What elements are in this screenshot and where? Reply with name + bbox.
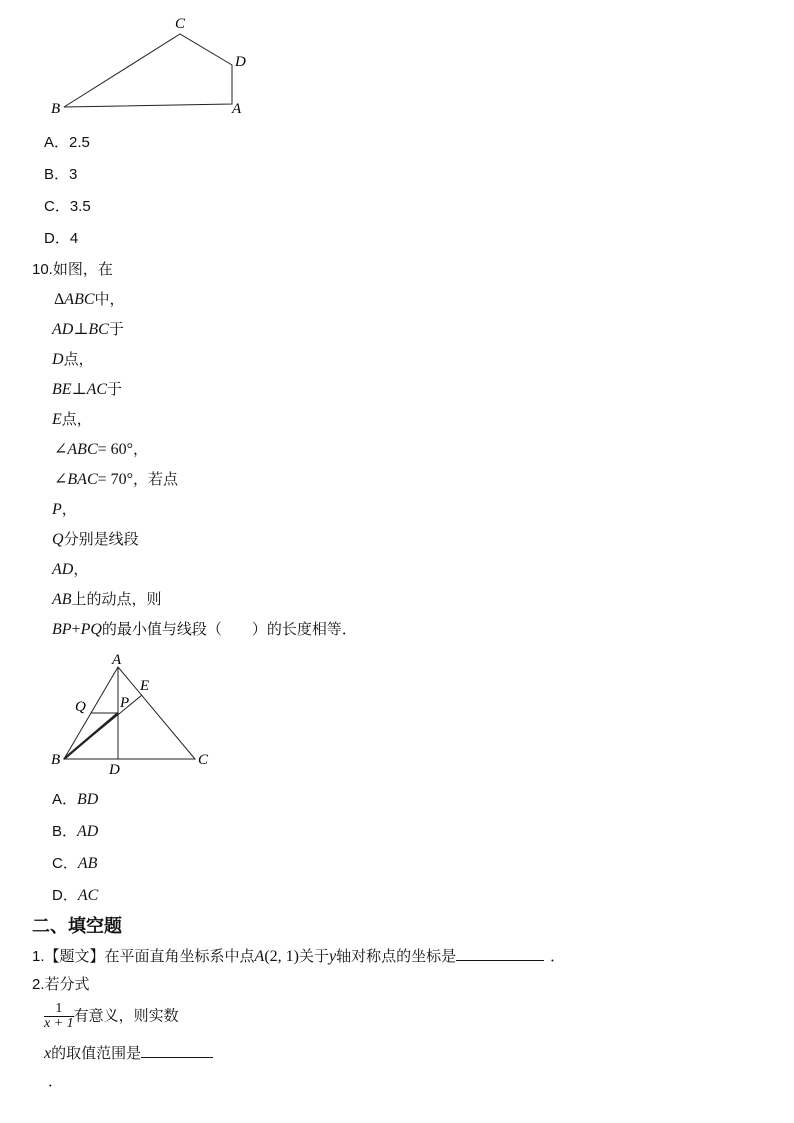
math-bp: BP <box>52 621 72 638</box>
option-value: 3.5 <box>69 198 91 215</box>
figure2-label-p: P <box>120 695 130 711</box>
figure2-label-d: D <box>109 762 120 778</box>
option-letter: C． <box>44 198 70 215</box>
text: ， <box>73 561 89 578</box>
figure2-label-c: C <box>198 752 209 768</box>
text: 上的动点，则 <box>71 591 162 608</box>
math-abc: ABC <box>67 441 98 458</box>
q10-line-12 <box>52 620 357 640</box>
math-d: D <box>52 351 64 368</box>
math-bac: BAC <box>67 471 98 488</box>
q10-option-c[interactable] <box>52 854 97 874</box>
triangle-figure <box>44 648 224 778</box>
text: 若分式 <box>44 976 90 993</box>
figure1-label-c: C <box>175 16 186 32</box>
fill2-line-3 <box>44 1042 213 1064</box>
option-letter: A． <box>52 791 78 808</box>
q10-intro-text: 如图，在 <box>52 261 113 278</box>
math-x: x <box>44 1045 52 1062</box>
text: ． <box>550 948 566 965</box>
text: ， <box>133 441 149 458</box>
answer-blank[interactable] <box>456 945 544 961</box>
angle-symbol: ∠ <box>54 471 68 488</box>
math-coords: (2, 1) <box>264 948 299 965</box>
q9-option-d[interactable] <box>44 229 78 249</box>
q9-option-a[interactable] <box>44 133 90 153</box>
plus-symbol: + <box>71 621 81 638</box>
perp-symbol: ⊥ <box>73 321 89 338</box>
text: 轴对称点的坐标是 <box>336 948 457 965</box>
figure2-label-e: E <box>140 678 150 694</box>
text: ，若点 <box>133 471 179 488</box>
text: ， <box>61 501 77 518</box>
fill2-fraction-line <box>44 1002 179 1031</box>
fraction-numerator: 1 <box>44 1002 74 1017</box>
option-letter: D． <box>52 887 78 904</box>
q10-line-8 <box>52 500 77 520</box>
math-eq: = 70° <box>97 471 134 488</box>
q10-intro <box>32 260 113 280</box>
option-value: AB <box>77 855 98 872</box>
question-number: 10. <box>32 261 53 278</box>
q10-option-a[interactable] <box>52 790 98 810</box>
perp-symbol: ⊥ <box>71 381 87 398</box>
text: 的最小值与线段（ ）的长度相等． <box>101 621 357 638</box>
q9-option-c[interactable] <box>44 197 91 217</box>
fill2-end: ． <box>48 1073 64 1090</box>
math-pq: PQ <box>80 621 102 638</box>
text: 的取值范围是 <box>51 1045 142 1062</box>
option-value: AC <box>77 887 99 904</box>
option-value: BD <box>77 791 99 808</box>
text: 关于 <box>298 948 329 965</box>
math-ac: AC <box>86 381 108 398</box>
section-heading: 二、填空题 <box>32 916 122 936</box>
option-value: AD <box>77 823 99 840</box>
option-letter: B． <box>44 166 70 183</box>
triangle-symbol: Δ <box>54 291 65 308</box>
figure2-label-b: B <box>51 752 61 768</box>
math-be: BE <box>52 381 72 398</box>
math-abc: ABC <box>64 291 95 308</box>
fill-question-1 <box>32 945 565 967</box>
text: 分别是线段 <box>63 531 139 548</box>
math-ad: AD <box>52 321 74 338</box>
math-p: P <box>52 501 62 518</box>
figure2-label-q: Q <box>75 699 86 715</box>
quadrilateral-figure <box>40 10 260 125</box>
math-bc: BC <box>88 321 109 338</box>
text: 于 <box>107 381 123 398</box>
text: 于 <box>108 321 124 338</box>
math-axis: y <box>328 948 337 965</box>
q9-option-b[interactable] <box>44 165 77 185</box>
text: 有意义，则实数 <box>73 1007 179 1025</box>
q10-line-7 <box>54 470 178 490</box>
q10-line-2 <box>52 320 124 340</box>
option-value: 3 <box>69 166 78 183</box>
math-e: E <box>52 411 62 428</box>
figure2-label-a: A <box>112 652 122 668</box>
angle-symbol: ∠ <box>54 441 68 458</box>
q10-line-1 <box>54 290 125 310</box>
fraction-denominator: x + 1 <box>44 1016 74 1031</box>
figure1-label-b: B <box>51 101 61 117</box>
q10-line-11 <box>52 590 162 610</box>
math-ab: AB <box>52 591 72 608</box>
question-number: 2. <box>32 976 45 993</box>
q10-line-9 <box>52 530 139 550</box>
q10-line-5 <box>52 410 92 430</box>
option-value: 4 <box>69 230 79 247</box>
math-point: A <box>254 948 265 965</box>
math-eq: = 60° <box>97 441 134 458</box>
figure1-label-a: A <box>232 101 242 117</box>
option-letter: B． <box>52 823 78 840</box>
option-letter: A． <box>44 134 70 151</box>
text: 【题文】在平面直角坐标系中点 <box>44 948 255 965</box>
q10-option-b[interactable] <box>52 822 98 842</box>
q10-line-10 <box>52 560 88 580</box>
option-letter: C． <box>52 855 78 872</box>
q10-line-6 <box>54 440 148 460</box>
q10-line-3 <box>52 350 94 370</box>
question-number: 1. <box>32 948 45 965</box>
text: 点， <box>63 351 94 368</box>
answer-blank[interactable] <box>141 1042 213 1058</box>
math-q: Q <box>52 531 64 548</box>
fill-question-2 <box>32 975 90 995</box>
math-ad: AD <box>52 561 74 578</box>
text: 点， <box>61 411 92 428</box>
q10-line-4 <box>52 380 122 400</box>
option-value: 2.5 <box>69 134 90 151</box>
fraction <box>44 1002 74 1031</box>
q10-option-d[interactable] <box>52 886 98 906</box>
text: 中， <box>94 291 125 308</box>
figure1-label-d: D <box>235 54 246 70</box>
option-letter: D． <box>44 230 70 247</box>
